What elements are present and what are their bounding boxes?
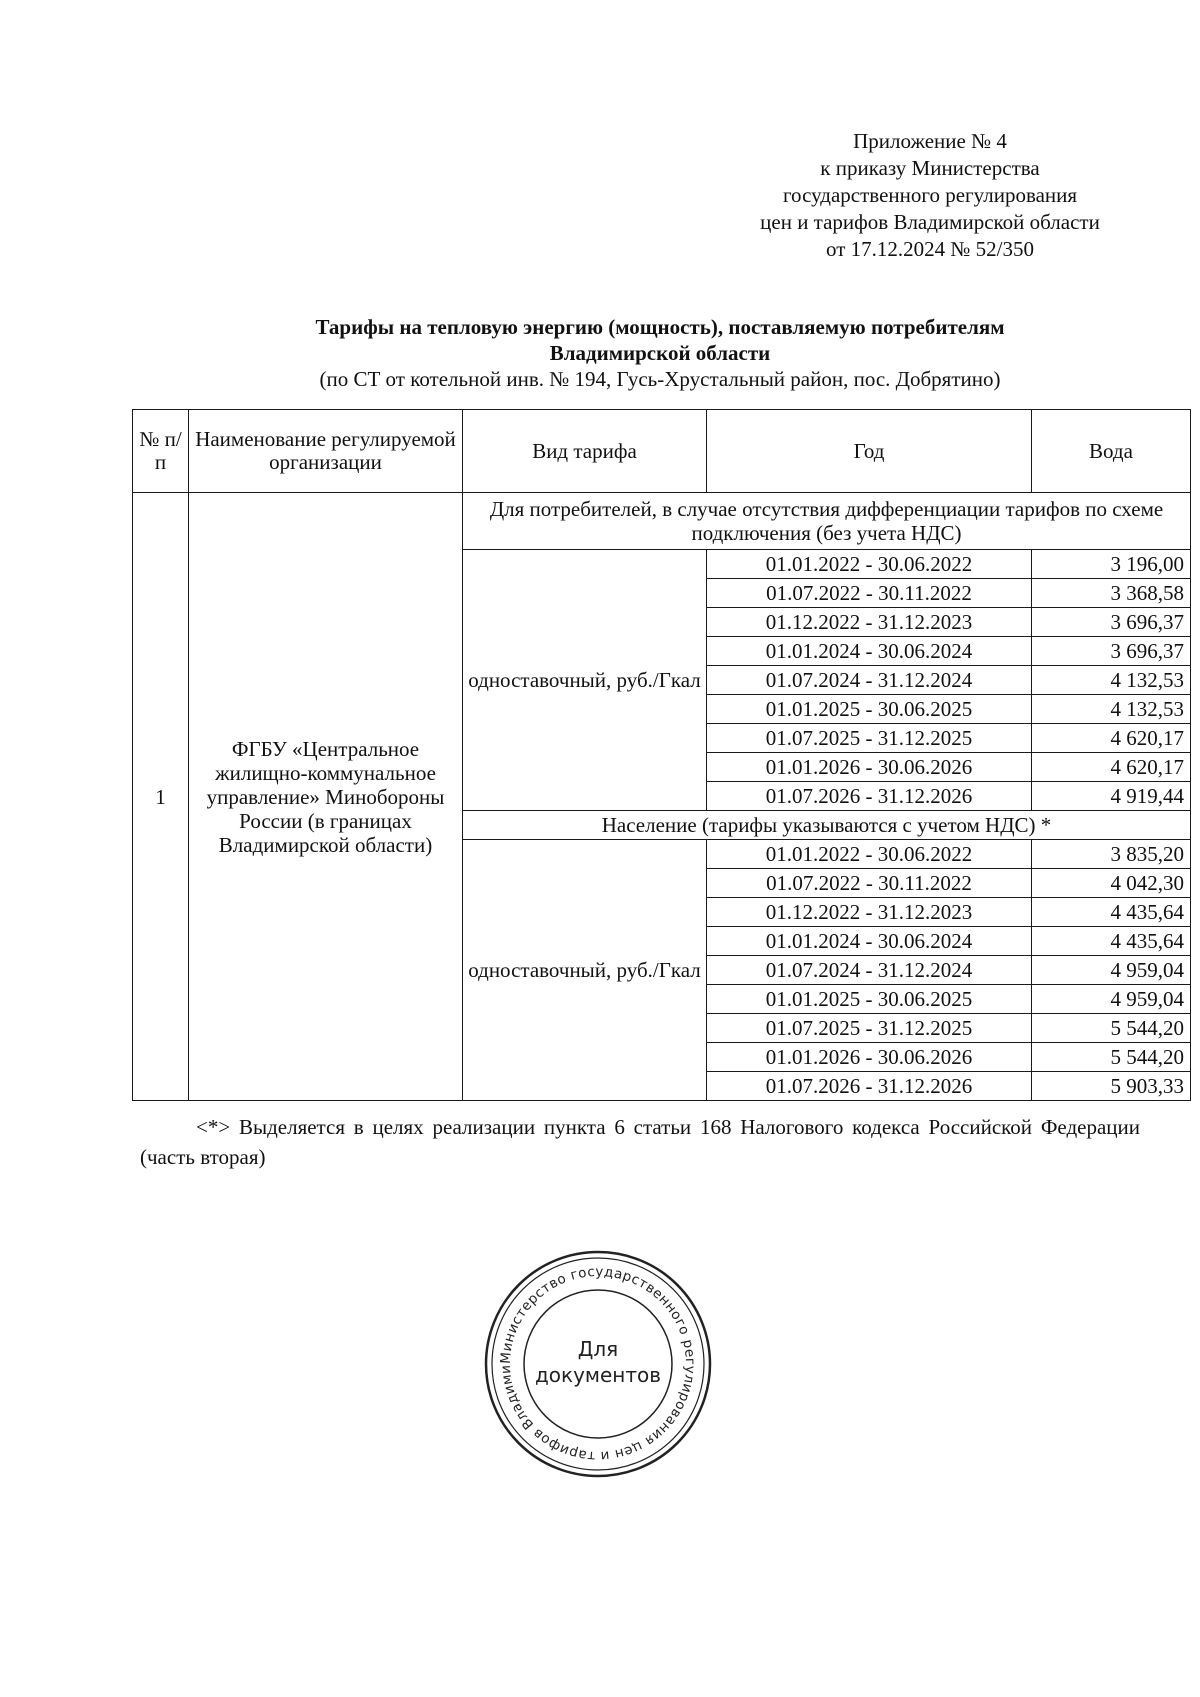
- water-value-cell: 4 042,30: [1032, 869, 1191, 898]
- water-value-cell: 4 435,64: [1032, 898, 1191, 927]
- period-cell: 01.07.2025 - 31.12.2025: [707, 1014, 1032, 1043]
- water-value-cell: 4 132,53: [1032, 695, 1191, 724]
- stamp-seal-icon: [478, 1244, 718, 1484]
- header-org: Наименование регулируемой организации: [189, 410, 463, 493]
- period-cell: 01.12.2022 - 31.12.2023: [707, 898, 1032, 927]
- tariff-table: [132, 409, 1191, 1101]
- header-num: № п/п: [133, 410, 189, 493]
- water-value-cell: 3 368,58: [1032, 579, 1191, 608]
- appendix-header: [700, 128, 1160, 263]
- header-year: Год: [707, 410, 1032, 493]
- period-cell: 01.01.2022 - 30.06.2022: [707, 840, 1032, 869]
- group2-tariff-type: одноставочный, руб./Гкал: [463, 840, 707, 1101]
- water-value-cell: 3 696,37: [1032, 637, 1191, 666]
- footnote: <*> Выделяется в целях реализации пункта 6 статьи 168 Налогового кодекса Российской Федерации (часть вторая): [140, 1115, 1140, 1169]
- appendix-ministry-cont: цен и тарифов Владимирской области: [760, 210, 1100, 234]
- header-tariff-type: Вид тарифа: [463, 410, 707, 493]
- water-value-cell: 4 132,53: [1032, 666, 1191, 695]
- period-cell: 01.07.2024 - 31.12.2024: [707, 666, 1032, 695]
- document-title: [130, 314, 1190, 392]
- water-value-cell: 4 620,17: [1032, 724, 1191, 753]
- stamp-ring-text: Министерство государственного регулирования цен и тарифов Владими: [497, 1263, 699, 1465]
- period-cell: 01.01.2024 - 30.06.2024: [707, 927, 1032, 956]
- period-cell: 01.07.2024 - 31.12.2024: [707, 956, 1032, 985]
- period-cell: 01.01.2025 - 30.06.2025: [707, 695, 1032, 724]
- stamp-center-line-1: Для: [577, 1337, 619, 1361]
- period-cell: 01.01.2022 - 30.06.2022: [707, 550, 1032, 579]
- water-value-cell: 5 903,33: [1032, 1072, 1191, 1101]
- period-cell: 01.01.2026 - 30.06.2026: [707, 753, 1032, 782]
- period-cell: 01.07.2026 - 31.12.2026: [707, 1072, 1032, 1101]
- water-value-cell: 5 544,20: [1032, 1014, 1191, 1043]
- appendix-number: Приложение № 4: [853, 129, 1007, 153]
- appendix-order-date: от 17.12.2024 № 52/350: [825, 237, 1035, 261]
- title-subtitle: (по СТ от котельной инв. № 194, Гусь-Хрустальный район, пос. Добрятино): [319, 367, 1001, 391]
- official-stamp: [478, 1244, 718, 1484]
- stamp-center-line-2: документов: [534, 1363, 662, 1387]
- period-cell: 01.01.2026 - 30.06.2026: [707, 1043, 1032, 1072]
- period-cell: 01.01.2025 - 30.06.2025: [707, 985, 1032, 1014]
- water-value-cell: 4 919,44: [1032, 782, 1191, 811]
- water-value-cell: 4 435,64: [1032, 927, 1191, 956]
- header-water: Вода: [1032, 410, 1191, 493]
- group2-label: Население (тарифы указываются с учетом НДС) *: [463, 811, 1191, 840]
- appendix-order-ref: к приказу Министерства: [820, 156, 1040, 180]
- water-value-cell: 3 196,00: [1032, 550, 1191, 579]
- group1-tariff-type: одноставочный, руб./Гкал: [463, 550, 707, 811]
- period-cell: 01.01.2024 - 30.06.2024: [707, 637, 1032, 666]
- title-line-1: Тарифы на тепловую энергию (мощность), поставляемую потребителям: [315, 315, 1005, 339]
- period-cell: 01.12.2022 - 31.12.2023: [707, 608, 1032, 637]
- water-value-cell: 4 620,17: [1032, 753, 1191, 782]
- water-value-cell: 3 835,20: [1032, 840, 1191, 869]
- period-cell: 01.07.2022 - 30.11.2022: [707, 869, 1032, 898]
- period-cell: 01.07.2026 - 31.12.2026: [707, 782, 1032, 811]
- period-cell: 01.07.2025 - 31.12.2025: [707, 724, 1032, 753]
- organization-name: ФГБУ «Центральное жилищно-коммунальное управление» Минобороны России (в границах Владимирской области): [189, 493, 463, 1101]
- water-value-cell: 5 544,20: [1032, 1043, 1191, 1072]
- row-number: 1: [133, 493, 189, 1101]
- water-value-cell: 4 959,04: [1032, 956, 1191, 985]
- group1-label: Для потребителей, в случае отсутствия дифференциации тарифов по схеме подключения (без учета НДС): [463, 493, 1191, 550]
- appendix-ministry: государственного регулирования: [782, 183, 1078, 207]
- period-cell: 01.07.2022 - 30.11.2022: [707, 579, 1032, 608]
- title-line-2: Владимирской области: [549, 341, 771, 365]
- water-value-cell: 4 959,04: [1032, 985, 1191, 1014]
- water-value-cell: 3 696,37: [1032, 608, 1191, 637]
